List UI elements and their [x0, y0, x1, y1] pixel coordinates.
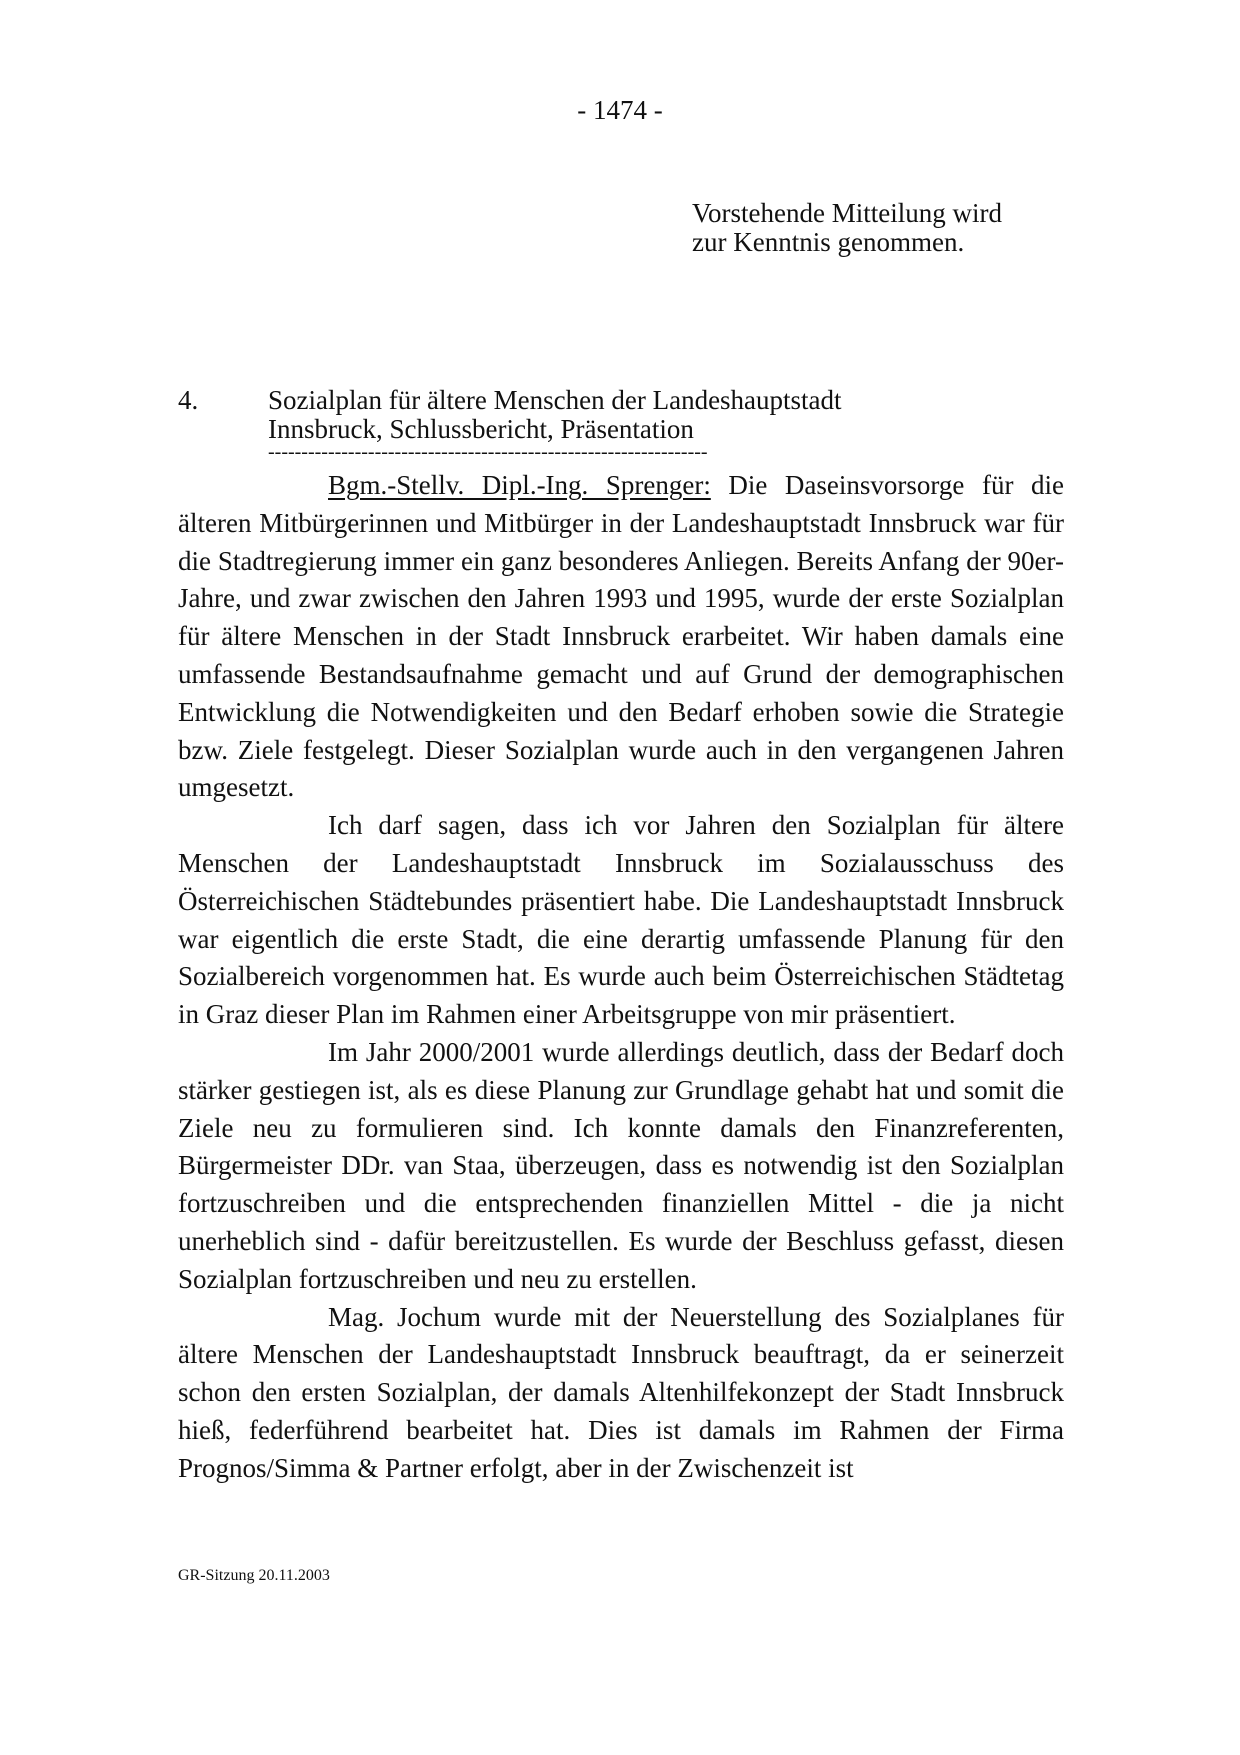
- agenda-title-line: Innsbruck, Schlussbericht, Präsentation: [268, 414, 694, 444]
- session-footer: GR-Sitzung 20.11.2003: [178, 1567, 330, 1584]
- body-text: [178, 467, 1064, 1488]
- agenda-item-number: 4.: [178, 385, 199, 415]
- speaker-name: Bgm.-Stellv. Dipl.-Ing. Sprenger:: [328, 470, 711, 500]
- paragraph: Im Jahr 2000/2001 wurde allerdings deutlich, dass der Bedarf doch stärker gestiegen ist, als es diese Planung zur Grundlage gehabt hat und somit die Ziele neu zu formulieren sind. Ich konnte damals den Finanzreferenten, Bürgermeister DDr. van Staa, überzeugen, dass es notwendig ist den Sozialplan fortzuschreiben und die entsprechenden finanziellen Mittel - die ja nicht unerheblich sind - dafür bereitzustellen. Es wurde der Beschluss gefasst, diesen Sozialplan fortzuschreiben und neu zu erstellen.: [178, 1036, 1064, 1294]
- title-dash-rule: ------------------------------------------------------------------: [268, 441, 708, 463]
- paragraph: Mag. Jochum wurde mit der Neuerstellung des Sozialplanes für ältere Menschen der Landeshauptstadt Innsbruck beauftragt, da er seinerzeit schon den ersten Sozialplan, der damals Altenhilfekonzept der Stadt Innsbruck hieß, federführend bearbeitet hat. Dies ist damals im Rahmen der Firma Prognos/Simma & Partner erfolgt, aber in der Zwischenzeit ist: [178, 1301, 1064, 1483]
- paragraph-text: Die Daseinsvorsorge für die älteren Mitbürgerinnen und Mitbürger in der Landeshauptstadt Innsbruck war für die Stadtregierung immer ein ganz besonderes Anliegen. Bereits Anfang der 90er-Jahre, und zwar zwischen den Jahren 1993 und 1995, wurde der erste Sozialplan für ältere Menschen in der Stadt Innsbruck erarbeitet. Wir haben damals eine umfassende Bestandsaufnahme gemacht und auf Grund der demographischen Entwicklung die Notwendigkeiten und den Bedarf erhoben sowie die Strategie bzw. Ziele festgelegt. Dieser Sozialplan wurde auch in den vergangenen Jahren umgesetzt.: [178, 470, 1064, 803]
- paragraph: [178, 467, 1064, 807]
- agenda-title-line: Sozialplan für ältere Menschen der Landeshauptstadt: [268, 385, 842, 415]
- page-number: - 1474 -: [577, 95, 663, 125]
- note-line: Vorstehende Mitteilung wird: [692, 198, 1002, 228]
- acknowledgement-note: [692, 199, 1152, 257]
- note-line: zur Kenntnis genommen.: [692, 227, 965, 257]
- paragraph: Ich darf sagen, dass ich vor Jahren den Sozialplan für ältere Menschen der Landeshauptstadt Innsbruck im Sozialausschuss des Österreichischen Städtebundes präsentiert habe. Die Landeshauptstadt Innsbruck war eigentlich die erste Stadt, die eine derartig umfassende Planung für den Sozialbereich vorgenommen hat. Es wurde auch beim Österreichischen Städtetag in Graz dieser Plan im Rahmen einer Arbeitsgruppe von mir präsentiert.: [178, 810, 1064, 1030]
- agenda-item-title: [268, 385, 842, 444]
